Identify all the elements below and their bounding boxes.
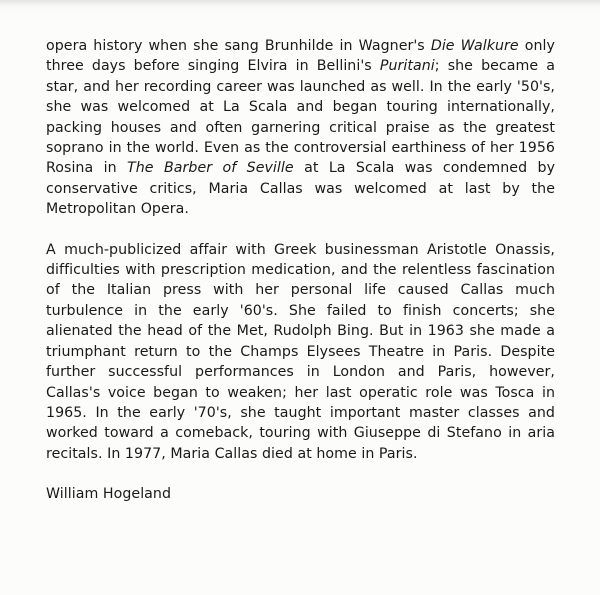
opera-title-die-walkure: Die Walkure <box>430 38 519 54</box>
author-signature: William Hogeland <box>46 486 172 503</box>
liner-notes-text <box>46 36 555 505</box>
opera-title-barber-of-seville: The Barber of Seville <box>127 160 294 177</box>
opera-title-puritani: Puritani <box>379 58 435 75</box>
paragraph-1-text-c: ; she became a star, and her recording career was launched as well. In the early '50's, she was welcomed at La Scala and began touring internationally, packing houses and often garnering critical praise as the greatest soprano in the world. Even as the controversial earthiness of her 1956 Rosina in <box>46 58 555 177</box>
paragraph-1-text-d: at La Scala was condemned by conservative critics, Maria Callas was welcomed at last by the Metropolitan Opera. <box>46 160 556 218</box>
paragraph-career-rise <box>46 36 555 220</box>
paragraph-1-text-b: only three days before singing Elvira in Bellini's <box>46 38 555 75</box>
paragraph-later-years: A much-publicized affair with Greek businessman Aristotle Onassis, difficulties with prescription medication, and the relentless fascination of the Italian press with her personal life caused Callas much turbulence in the early '60's. She failed to finish concerts; she alienated the head of the Met, Rudolph Bing. But in 1963 she made a triumphant return to the Champs Elysees Theatre in Paris. Despite further successful performances in London and Paris, however, Callas's voice began to weaken; her last operatic role was Tosca in 1965. In the early '70's, she taught important master classes and worked toward a comeback, touring with Giuseppe di Stefano in aria recitals. In 1977, Maria Callas died at home in Paris. <box>46 241 555 462</box>
paragraph-1-text-a: opera history when she sang Brunhilde in Wagner's <box>46 38 431 54</box>
page-top-shadow <box>0 0 600 6</box>
